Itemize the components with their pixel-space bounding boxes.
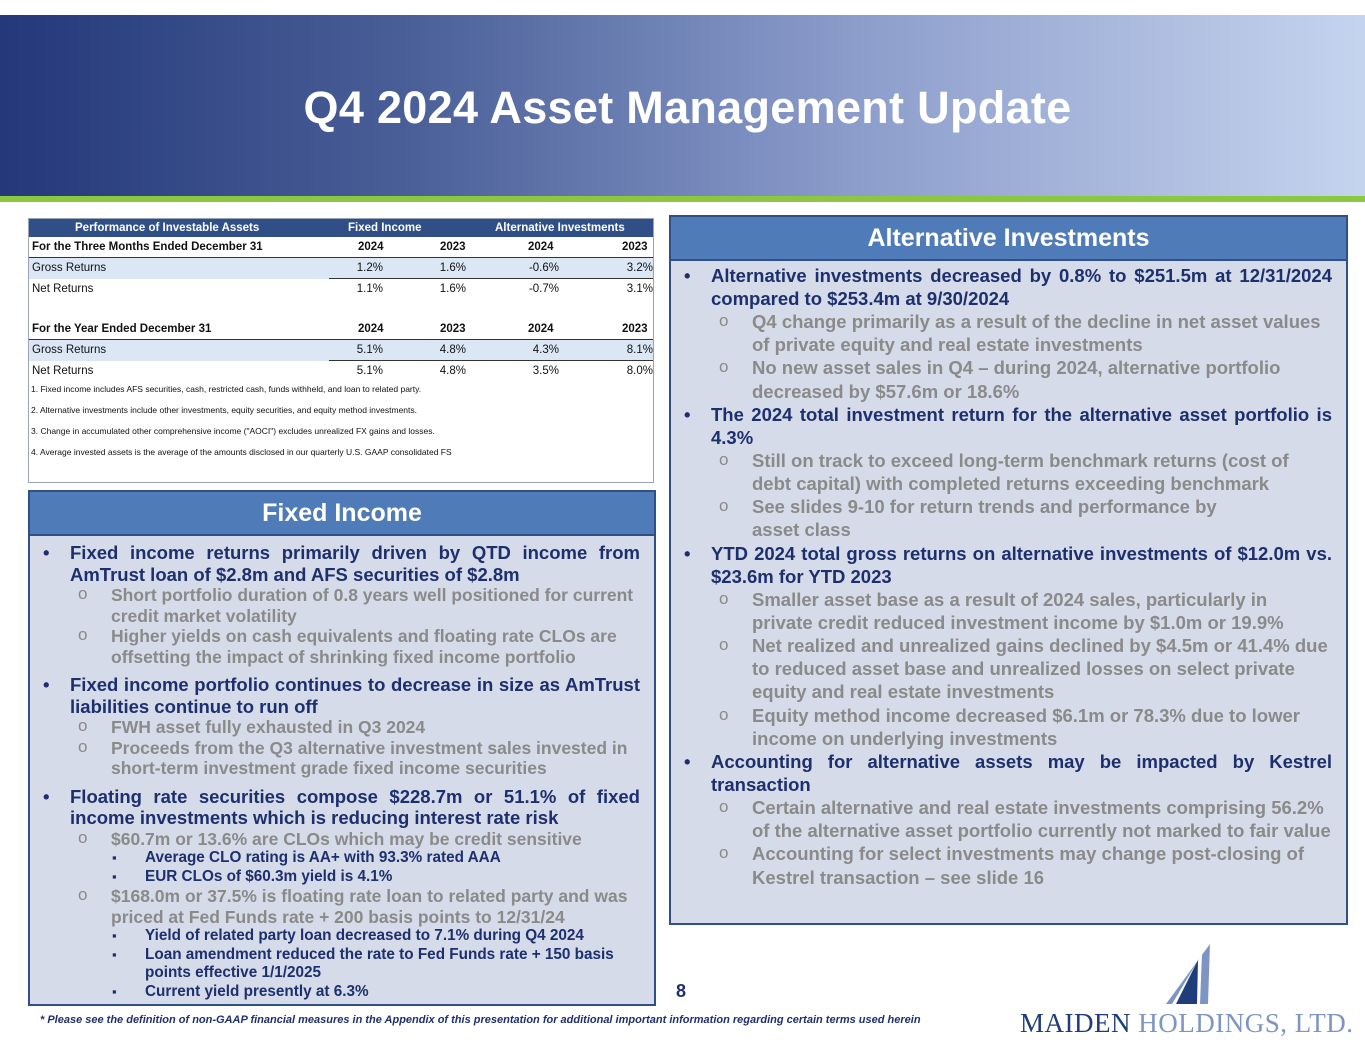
sub-bullet: o See slides 9-10 for return trends and performance by asset class — [752, 495, 1242, 541]
sub-sub-bullet: ▪ Average CLO rating is AA+ with 93.3% rated AAA — [145, 849, 640, 868]
year-label: 2024 — [358, 323, 384, 335]
bullet: • Floating rate securities compose $228.7m or 51.1% of fixed income investments which is reducing interest rate risk — [70, 786, 640, 829]
bullet: • Fixed income portfolio continues to decrease in size as AmTrust liabilities continue to run off — [70, 674, 640, 717]
table-cell: 4.3% — [532, 344, 559, 356]
table-cell: 8.0% — [626, 365, 653, 377]
logo-word-maiden: MAIDEN — [1020, 1008, 1131, 1038]
alternative-investments-heading: Alternative Investments — [671, 217, 1346, 261]
row-label: Gross Returns — [32, 262, 107, 274]
table-cell: 4.8% — [439, 344, 466, 356]
sub-bullet: o FWH asset fully exhausted in Q3 2024 — [111, 717, 640, 738]
sub-bullet: o No new asset sales in Q4 – during 2024, alternative portfolio decreased by $57.6m or 18.6% — [752, 356, 1332, 402]
year-label: 2024 — [358, 241, 384, 253]
sub-bullet: o Proceeds from the Q3 alternative investment sales invested in short-term investment grade fixed income securities — [111, 738, 640, 779]
sub-bullet: o Higher yields on cash equivalents and floating rate CLOs are offsetting the impact of shrinking fixed income portfolio — [111, 626, 640, 667]
table-row — [29, 258, 653, 279]
year-label: 2024 — [528, 323, 554, 335]
year-label: 2023 — [440, 241, 466, 253]
company-logo — [1020, 940, 1354, 1040]
fixed-income-heading: Fixed Income — [30, 492, 654, 536]
year-label: 2023 — [440, 323, 466, 335]
table-section-quarter — [29, 237, 653, 258]
bullet: • Alternative investments decreased by 0.8% to $251.5m at 12/31/2024 compared to $253.4m at 9/30/2024 — [711, 264, 1332, 310]
fixed-income-panel — [28, 490, 656, 1006]
table-header — [29, 219, 653, 237]
table-cell: 5.1% — [356, 344, 383, 356]
table-header-alternative: Alternative Investments — [495, 222, 625, 234]
sail-icon — [1158, 942, 1218, 1006]
row-label: Net Returns — [32, 283, 94, 295]
page-number: 8 — [676, 981, 687, 1001]
logo-word-holdings: HOLDINGS, LTD. — [1138, 1008, 1354, 1038]
bullet: • YTD 2024 total gross returns on alternative investments of $12.0m vs. $23.6m for YTD 2023 — [711, 542, 1332, 588]
alternative-investments-panel — [669, 215, 1348, 925]
table-cell: 1.1% — [356, 283, 383, 295]
bullet: • The 2024 total investment return for the alternative asset portfolio is 4.3% — [711, 403, 1332, 449]
sub-bullet: o $60.7m or 13.6% are CLOs which may be credit sensitive — [111, 829, 640, 850]
section-label: For the Year Ended December 31 — [32, 323, 212, 335]
sub-sub-bullet: ▪ Loan amendment reduced the rate to Fed Funds rate + 150 basis points effective 1/1/2025 — [145, 946, 640, 983]
sub-bullet: o Short portfolio duration of 0.8 years well positioned for current credit market volatility — [111, 585, 640, 626]
table-spacer — [29, 300, 653, 319]
sub-bullet: o Q4 change primarily as a result of the decline in net asset values of private equity and real estate investments — [752, 310, 1332, 356]
table-cell: -0.6% — [528, 262, 559, 274]
sub-bullet: o Net realized and unrealized gains declined by $4.5m or 41.4% due to reduced asset base and unrealized losses on select private equity and real estate investments — [752, 634, 1332, 704]
table-header-fixed-income: Fixed Income — [348, 222, 422, 234]
sub-sub-bullet: ▪ Current yield presently at 6.3% — [145, 983, 640, 1002]
section-label: For the Three Months Ended December 31 — [32, 241, 263, 253]
sub-bullet: o Accounting for select investments may change post-closing of Kestrel transaction – see slide 16 — [752, 842, 1332, 888]
sub-sub-bullet: ▪ EUR CLOs of $60.3m yield is 4.1% — [145, 868, 640, 887]
year-label: 2023 — [622, 241, 648, 253]
table-cell: 1.6% — [439, 262, 466, 274]
year-label: 2024 — [528, 241, 554, 253]
bullet: • Accounting for alternative assets may be impacted by Kestrel transaction — [711, 750, 1332, 796]
table-cell: 4.8% — [439, 365, 466, 377]
table-note: 4. Average invested assets is the average of the amounts disclosed in our quarterly U.S. GAAP consolidated FS — [31, 447, 452, 457]
table-note: 2. Alternative investments include other investments, equity securities, and equity method investments. — [31, 405, 418, 415]
footnote: * Please see the definition of non-GAAP financial measures in the Appendix of this presentation for additional important information regarding certain terms used herein — [40, 1014, 921, 1026]
table-cell: -0.7% — [528, 283, 559, 295]
page-title: Q4 2024 Asset Management Update — [303, 82, 1072, 133]
sub-bullet: o Certain alternative and real estate investments comprising 56.2% of the alternative asset portfolio currently not marked to fair value — [752, 796, 1332, 842]
table-header-label: Performance of Investable Assets — [75, 222, 260, 234]
table-row — [29, 361, 653, 382]
table-row — [29, 340, 653, 361]
sub-bullet: o Equity method income decreased $6.1m or 78.3% due to lower income on underlying investments — [752, 704, 1332, 750]
table-cell: 3.2% — [626, 262, 653, 274]
accent-divider — [0, 196, 1365, 202]
bullet: • Fixed income returns primarily driven by QTD income from AmTrust loan of $2.8m and AFS securities of $2.8m — [70, 542, 640, 585]
table-row — [29, 279, 653, 300]
sub-bullet: o Still on track to exceed long-term benchmark returns (cost of debt capital) with completed returns exceeding benchmark — [752, 449, 1332, 495]
table-cell: 8.1% — [626, 344, 653, 356]
year-label: 2023 — [622, 323, 648, 335]
row-label: Gross Returns — [32, 344, 107, 356]
table-note: 3. Change in accumulated other comprehensive income ("AOCI") excludes unrealized FX gains and losses. — [31, 426, 435, 436]
table-cell: 1.2% — [356, 262, 383, 274]
performance-table — [28, 218, 654, 483]
table-cell: 3.5% — [532, 365, 559, 377]
row-label: Net Returns — [32, 365, 94, 377]
sub-bullet: o $168.0m or 37.5% is floating rate loan to related party and was priced at Fed Funds rate + 200 basis points to 12/31/24 — [111, 886, 640, 927]
table-cell: 5.1% — [356, 365, 383, 377]
sub-bullet: o Smaller asset base as a result of 2024 sales, particularly in private credit reduced investment income by $1.0m or 19.9% — [752, 588, 1332, 634]
table-cell: 3.1% — [626, 283, 653, 295]
sub-sub-bullet: ▪ Yield of related party loan decreased to 7.1% during Q4 2024 — [145, 927, 640, 946]
table-cell: 1.6% — [439, 283, 466, 295]
table-note: 1. Fixed income includes AFS securities, cash, restricted cash, funds withheld, and loan to related party. — [31, 384, 422, 394]
table-section-year — [29, 319, 653, 340]
